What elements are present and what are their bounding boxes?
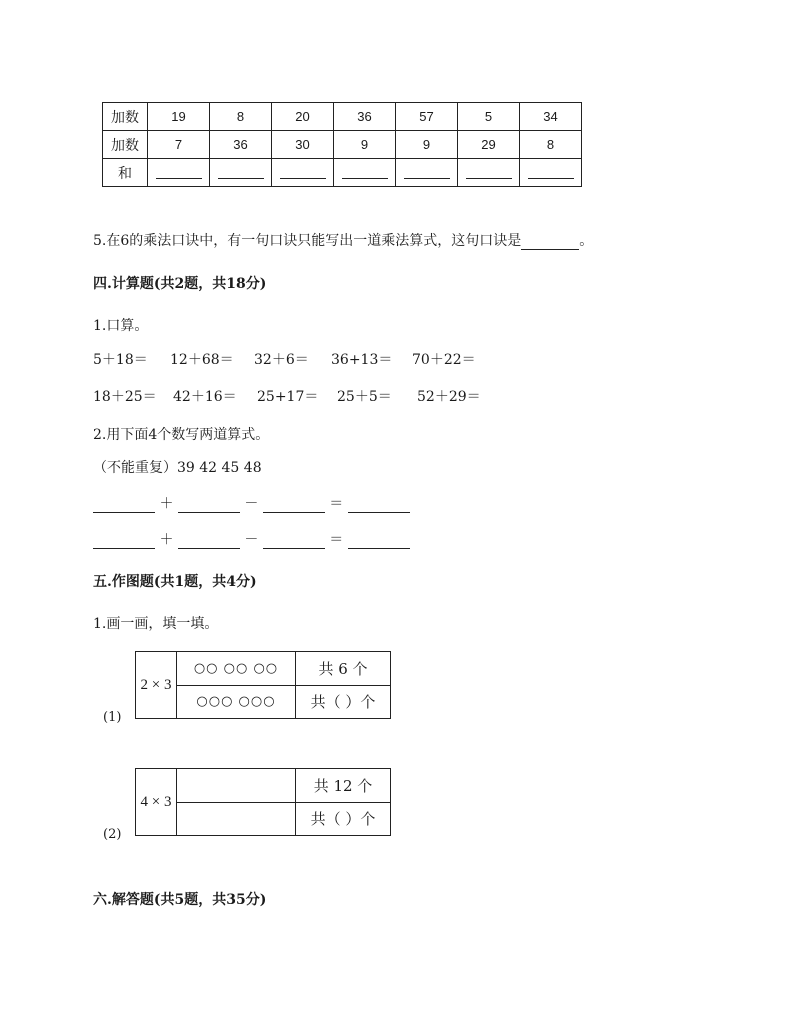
table-row xyxy=(103,159,582,187)
calc-item: 5＋18＝ xyxy=(93,352,148,368)
calc-item: 25+17＝ xyxy=(257,389,319,405)
table-cell: 36 xyxy=(334,103,396,131)
table-cell: 5 xyxy=(458,103,520,131)
question-title: 1.口算。 xyxy=(93,318,149,334)
drawing-area[interactable] xyxy=(177,769,296,803)
answer-blank[interactable] xyxy=(93,534,155,549)
calc-item: 70＋22＝ xyxy=(412,352,476,368)
answer-cell[interactable] xyxy=(148,159,210,187)
total-blank[interactable]: 共（ ）个 xyxy=(296,685,391,719)
answer-blank[interactable] xyxy=(263,534,325,549)
equation-line xyxy=(93,493,410,513)
row-label: 和 xyxy=(103,159,148,187)
row-label: 加数 xyxy=(103,103,148,131)
table-cell: 7 xyxy=(148,131,210,159)
minus-sign: － xyxy=(244,532,259,548)
section-heading: 四.计算题(共2题，共18分) xyxy=(93,276,267,292)
calc-item: 42＋16＝ xyxy=(173,389,237,405)
row-label: 加数 xyxy=(103,131,148,159)
table-cell: 19 xyxy=(148,103,210,131)
total-blank[interactable]: 共（ ）个 xyxy=(296,802,391,836)
answer-cell[interactable] xyxy=(210,159,272,187)
table-cell: 36 xyxy=(210,131,272,159)
answer-blank[interactable] xyxy=(348,534,410,549)
table-cell: 8 xyxy=(520,131,582,159)
plus-sign: ＋ xyxy=(159,532,174,548)
answer-cell[interactable] xyxy=(272,159,334,187)
question-5 xyxy=(93,230,593,250)
item-label: (1) xyxy=(103,710,122,725)
answer-cell[interactable] xyxy=(458,159,520,187)
table-cell: 8 xyxy=(210,103,272,131)
table-cell: 29 xyxy=(458,131,520,159)
drawing-area[interactable] xyxy=(177,802,296,836)
answer-blank[interactable] xyxy=(93,498,155,513)
calc-item: 18＋25＝ xyxy=(93,389,157,405)
addition-table xyxy=(102,102,582,187)
calc-item: 36+13＝ xyxy=(331,352,393,368)
plus-sign: ＋ xyxy=(159,496,174,512)
total-label: 共 12 个 xyxy=(296,769,391,803)
item-label: (2) xyxy=(103,827,122,842)
equals-sign: ＝ xyxy=(329,532,344,548)
answer-blank[interactable] xyxy=(178,534,240,549)
question-title: 2.用下面4个数写两道算式。 xyxy=(93,427,270,443)
equation-line xyxy=(93,529,410,549)
answer-cell[interactable] xyxy=(396,159,458,187)
answer-blank[interactable] xyxy=(263,498,325,513)
question-text: 5.在6的乘法口诀中，有一句口诀只能写出一道乘法算式，这句口诀是 xyxy=(93,233,522,249)
table-cell: 34 xyxy=(520,103,582,131)
multiplication-label: 4 × 3 xyxy=(136,769,177,836)
answer-blank[interactable] xyxy=(521,235,579,250)
table-cell: 57 xyxy=(396,103,458,131)
table-cell: 30 xyxy=(272,131,334,159)
calc-item: 12＋68＝ xyxy=(170,352,234,368)
drawing-box-2 xyxy=(135,768,391,836)
drawing-box-1 xyxy=(135,651,391,719)
question-title: 1.画一画，填一填。 xyxy=(93,616,219,632)
calc-item: 52＋29＝ xyxy=(417,389,481,405)
multiplication-label: 2 × 3 xyxy=(136,652,177,719)
minus-sign: － xyxy=(244,496,259,512)
answer-cell[interactable] xyxy=(334,159,396,187)
circle-groups: ○○○ ○○○ xyxy=(177,685,296,719)
table-row xyxy=(103,131,582,159)
circle-groups: ○○ ○○ ○○ xyxy=(177,652,296,686)
calc-item: 25＋5＝ xyxy=(337,389,392,405)
table-row xyxy=(103,103,582,131)
answer-blank[interactable] xyxy=(348,498,410,513)
answer-blank[interactable] xyxy=(178,498,240,513)
section-heading: 五.作图题(共1题，共4分) xyxy=(93,574,257,590)
table-cell: 9 xyxy=(396,131,458,159)
equals-sign: ＝ xyxy=(329,496,344,512)
answer-cell[interactable] xyxy=(520,159,582,187)
section-heading: 六.解答题(共5题，共35分) xyxy=(93,892,267,908)
table-cell: 20 xyxy=(272,103,334,131)
question-end: 。 xyxy=(579,233,594,249)
calc-item: 32＋6＝ xyxy=(254,352,309,368)
number-list: （不能重复）39 42 45 48 xyxy=(93,460,262,476)
total-label: 共 6 个 xyxy=(296,652,391,686)
table-cell: 9 xyxy=(334,131,396,159)
